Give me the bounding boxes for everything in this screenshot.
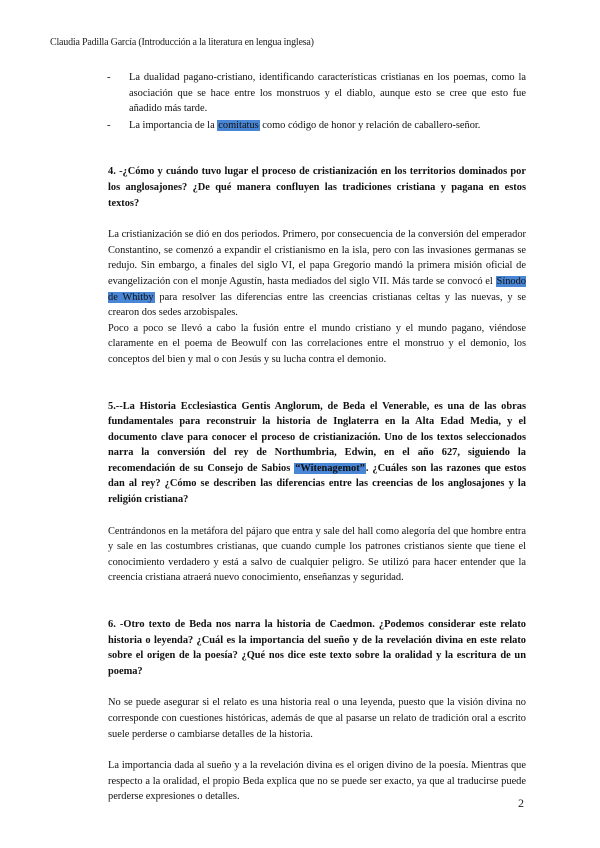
question-4: 4. -¿Cómo y cuándo tuvo lugar el proceso de cristianización en los territorios dominados por los anglosajones? ¿De qué manera confluyen las tradiciones cristiana y pagana en estos textos? [108,166,526,209]
answer-5: Centrándonos en la metáfora del pájaro que entra y sale del hall como alegoría del que hombre entra y sale en las costumbres cristianas, que cuando cumple los patrones cristianos siente que tiene el conocimiento verdadero y está a salvo de cualquier peligro. Se utilizó para hacer entender que la creencia cristiana atraerá nuevo conocimiento, enseñanzas y seguridad. [108,525,526,584]
answer-4-paragraph-2: Poco a poco se llevó a cabo la fusión entre el mundo cristiano y el mundo pagano, viéndose claramente en el poema de Beowulf con las correlaciones entre el monstruo y el demonio, los conceptos del bien y mal o con Jesús y su lucha contra el demonio. [108,322,526,365]
answer-4-paragraph-1 [108,227,526,321]
bullet-list [108,70,526,133]
highlighted-term: comitatus [218,119,259,131]
question-5-text-before: 5.--La Historia Ecclesiastica Gentis Anglorum, de Beda el Venerable, es una de las obras fundamentales para reconstruir la historia de Inglaterra en la Alta Edad Media, y el documento clave para conocer el proceso de cristianización. Uno de los textos seleccionados narra la conversión del rey de Northumbria, Edwin, en el año 627, siguiendo la recomendación de su Consejo de Sabios [108,400,526,474]
bullet-text-after: como código de honor y relación de caballero-señor. [259,119,481,131]
question-5 [108,399,526,508]
answer-6-paragraph-2: La importancia dada al sueño y a la revelación divina es el origen divino de la poesía. Mientras que respecto a la oralidad, el propio Beda explica que no se puede ser exacto, ya que al traducirse puede perderse expresiones o detalles. [108,760,526,803]
answer-6-paragraph-1: No se puede asegurar si el relato es una historia real o una leyenda, puesto que la visión divina no corresponde con cuestiones históricas, además de que al pasarse un relato de tradición oral a escrito suele perderse o cambiarse detalles de la historia. [108,697,526,740]
answer-4-text-after: para resolver las diferencias entre las creencias cristianas celtas y las nuevas, y se crearon dos sedes arzobispales. [108,291,526,319]
highlighted-term: “Witenagemot” [295,462,365,474]
bullet-item [108,118,526,134]
bullet-text-before: La importancia de la [129,119,218,131]
highlighted-term: Sínodo de Whitby [108,275,526,303]
question-6: 6. -Otro texto de Beda nos narra la historia de Caedmon. ¿Podemos considerar este relato historia o leyenda? ¿Cuál es la importancia del sueño y de la revelación divina en este relato sobre el origen de la poesía? ¿Qué nos dice este texto sobre la oralidad y la escritura de un poema? [108,619,526,677]
page-header: Claudia Padilla García (Introducción a la literatura en lengua inglesa) [50,37,314,48]
bullet-dash: - [107,72,111,83]
page-number: 2 [518,796,524,810]
bullet-text: La dualidad pagano-cristiano, identificando características cristianas en los poemas, como la asociación que se hace entre los monstruos y el diablo, aunque esto se cree que esto fue añadido más tarde. [129,72,526,115]
bullet-item [108,70,526,117]
answer-4-text-before: La cristianización se dió en dos periodos. Primero, por consecuencia de la conversión del emperador Constantino, se comenzó a expandir el cristianismo en la isla, pero con las invasiones germanas se redujo. Sin embargo, a finales del siglo VI, el papa Gregorio mandó la primera misión oficial de evangelización con el monje Agustín, hasta mediados del siglo VII. Más tarde se convocó el [108,229,526,287]
question-5-text-after: . ¿Cuáles son las razones que estos dan al rey? ¿Cómo se describen las diferencias entre las creencias de los anglosajones y la religión cristiana? [108,462,526,506]
bullet-dash: - [107,119,111,131]
page-content [108,70,526,805]
